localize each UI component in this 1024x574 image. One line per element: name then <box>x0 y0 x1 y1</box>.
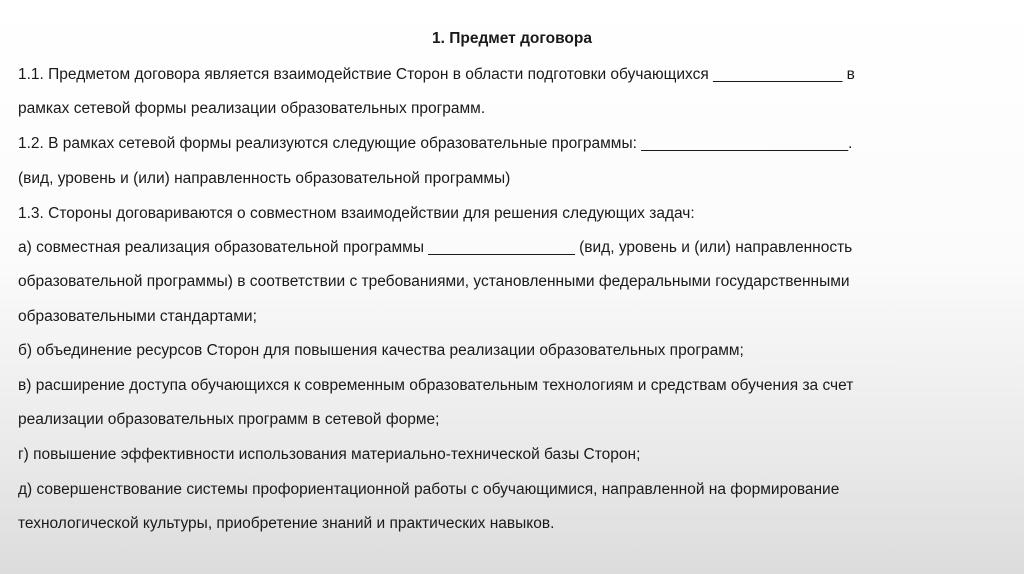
paragraph-1-3-intro: 1.3. Стороны договариваются о совместном взаимодействии для решения следующих задач: <box>18 205 695 222</box>
item-a-line-2: образовательной программы) в соответствии с требованиями, установленными федеральными государственными <box>18 273 850 290</box>
paragraph-1-1-line-2: рамках сетевой формы реализации образовательных программ. <box>18 100 486 117</box>
item-b: б) объединение ресурсов Сторон для повышения качества реализации образовательных программ; <box>18 342 744 359</box>
paragraph-1-2-line-1: 1.2. В рамках сетевой формы реализуются следующие образовательные программы: ________________________. <box>18 135 853 152</box>
paragraph-1-1-line-1: 1.1. Предметом договора является взаимодействие Сторон в области подготовки обучающихся _______________ в <box>18 66 855 83</box>
item-v-line-1: в) расширение доступа обучающихся к современным образовательным технологиям и средствам обучения за счет <box>18 377 854 394</box>
item-d-line-1: д) совершенствование системы профориентационной работы с обучающимися, направленной на формирование <box>18 481 840 498</box>
item-v-line-2: реализации образовательных программ в сетевой форме; <box>18 411 440 428</box>
item-d-line-2: технологической культуры, приобретение знаний и практических навыков. <box>18 515 555 532</box>
section-title: 1. Предмет договора <box>432 30 592 47</box>
item-a-line-1: а) совместная реализация образовательной программы _________________ (вид, уровень и (или) направленность <box>18 239 853 256</box>
item-g: г) повышение эффективности использования материально-технической базы Сторон; <box>18 446 641 463</box>
item-a-line-3: образовательными стандартами; <box>18 308 257 325</box>
paragraph-1-2-note: (вид, уровень и (или) направленность образовательной программы) <box>18 170 511 187</box>
